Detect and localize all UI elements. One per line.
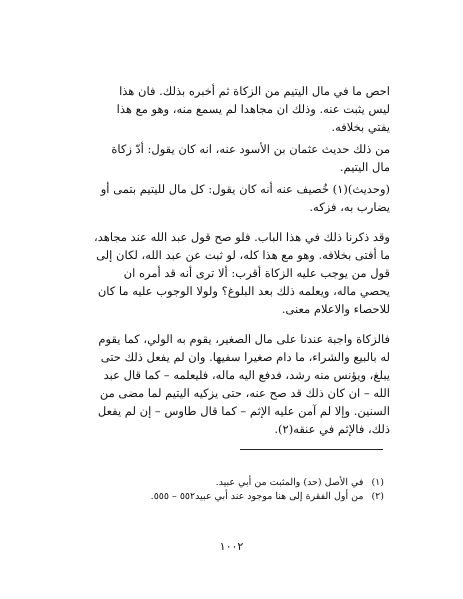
paragraph-gap — [94, 318, 390, 330]
footnote-text: في الأصل (حد) والمثبت من أبي عبيد. — [215, 477, 364, 488]
paragraph: وقد ذكرنا ذلك في هذا الباب. فلو صح قول عبد الله عند مجاهد، ما أفتى بخلافه. وهو مع هذا كله، لو ثبت عن عبد الله، لكان إلى قول من يوجب عليه الزكاة أقرب: ألا ترى أنه قد أمره ان يحصي ماله، ويعلمه ذلك بعد البلوغ؟ ولولا الوجوب عليه ما كان للاحصاء والاعلام معنى. — [94, 230, 390, 316]
footnote-number: (٢) — [371, 491, 384, 502]
footnote-text: من أول الفقرة إلى هنا موجود عند أبي عبيد٥٥٢ – ٥٥٥. — [150, 491, 364, 502]
main-text — [94, 82, 390, 438]
paragraph-gap — [94, 216, 390, 228]
footnote-divider — [240, 449, 383, 450]
paragraph: احص ما في مال اليتيم من الزكاة ثم أخبره بذلك. فان هذا ليس يثبت عنه. وذلك ان مجاهدا لم يسمع منه، وهو مع هذا يفتي بخلافه. — [116, 84, 390, 134]
page-number: ١٠٠٢ — [219, 540, 244, 553]
footnote-number: (١) — [371, 477, 384, 488]
footnote — [94, 476, 384, 490]
footnote — [94, 490, 384, 504]
footnotes — [94, 476, 384, 504]
paragraph: (وحديث)(١) خُصيف عنه أنه كان يقول: كل مال لليتيم بتمى أو يضارب به، فزكه. — [100, 182, 390, 214]
paragraph: من ذلك حديث عثمان بن الأسود عنه، انه كان يقول: أدّ زكاة مال اليتيم. — [111, 142, 390, 174]
paragraph: فالزكاة واجبة عندنا على مال الصغير، يقوم به الولي، كما يقوم له بالبيع والشراء، ما دام صغيرا سفيها. وان لم يفعل ذلك حتى يبلغ، ويؤنس منه رشد، فدفع اليه ماله، فليعلمه – كما قال عبد الله – ان كان ذلك قد صح عنه، حتى يزكيه اليتيم لما مضى من السنين. وإلا لم آمن عليه الإثم – كما قال طاوس – إن لم يفعل ذلك، فالإثم في عنقه(٢). — [97, 332, 390, 436]
